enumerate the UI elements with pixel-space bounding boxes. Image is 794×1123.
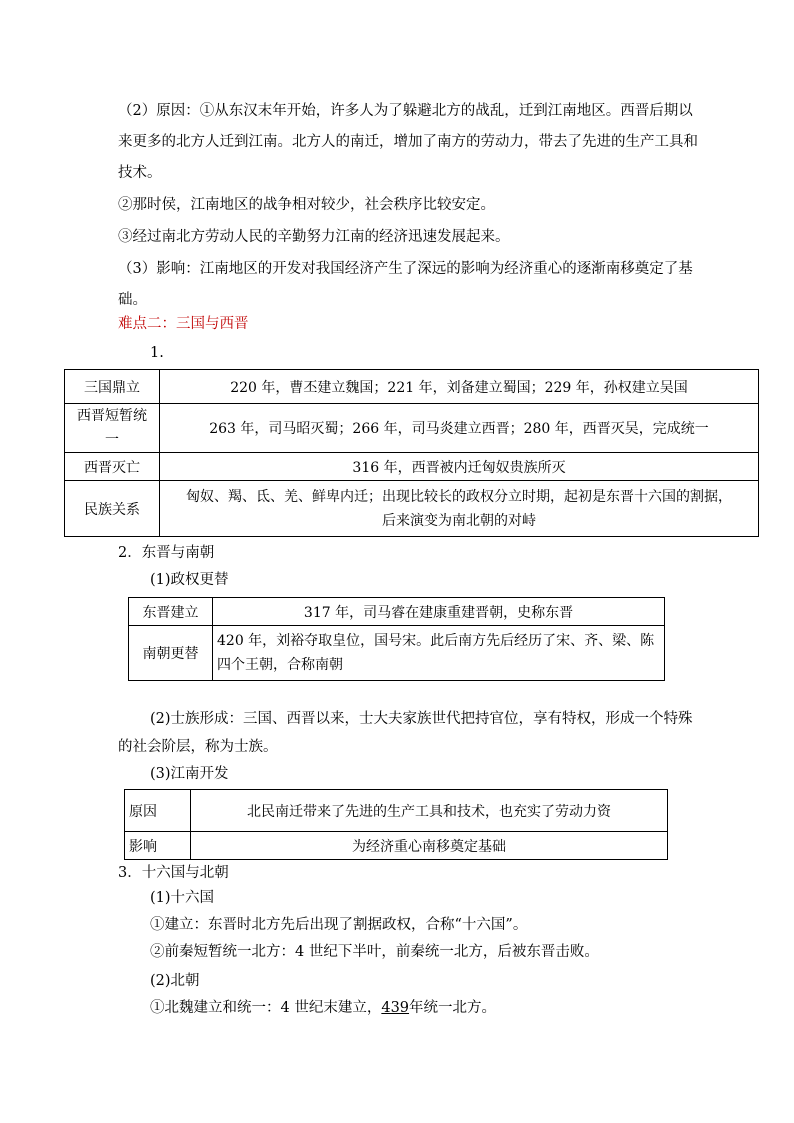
row-label-line: 西晋短暂统 bbox=[77, 408, 147, 424]
impact-line-1: （3）影响：江南地区的开发对我国经济产生了深远的影响为经济重心的逐渐南移奠定了基 bbox=[118, 261, 693, 277]
northern-wei-year: 439 bbox=[381, 1000, 410, 1016]
reason-line-3: 技术。 bbox=[118, 165, 162, 181]
three-kingdoms-table bbox=[64, 369, 759, 537]
row-label: 西晋灭亡 bbox=[65, 453, 160, 481]
impact-line-2: 础。 bbox=[118, 292, 147, 308]
reason-point-2: ②那时侯，江南地区的战争相对较少，社会秩序比较安定。 bbox=[118, 197, 495, 213]
table-row bbox=[65, 370, 759, 404]
reason-line-2: 来更多的北方人迁到江南。北方人的南迁，增加了南方的劳动力，带去了先进的生产工具和 bbox=[118, 134, 698, 150]
gentry-line-2: 的社会阶层，称为士族。 bbox=[118, 739, 278, 755]
row-label: 民族关系 bbox=[65, 481, 160, 537]
item2-sub3: (3)江南开发 bbox=[150, 766, 229, 782]
item3-sub1: (1)十六国 bbox=[150, 890, 215, 906]
row-label: 东晋建立 bbox=[129, 598, 213, 626]
item3-sub2: (2)北朝 bbox=[150, 973, 200, 989]
table-row bbox=[65, 481, 759, 537]
table-row bbox=[65, 453, 759, 481]
row-text: 316 年，西晋被内迁匈奴贵族所灭 bbox=[160, 453, 759, 481]
table-row bbox=[125, 790, 668, 832]
northern-wei-text-c: 年统一北方。 bbox=[409, 1000, 497, 1016]
reason-point-3: ③经过南北方劳动人民的辛勤努力江南的经济迅速发展起来。 bbox=[118, 229, 510, 245]
row-text-line: 四个王朝，合称南朝 bbox=[217, 657, 343, 673]
row-label: 三国鼎立 bbox=[65, 370, 160, 404]
section-title: 难点二：三国与西晋 bbox=[118, 316, 249, 332]
table-row bbox=[65, 404, 759, 453]
row-text bbox=[160, 481, 759, 537]
row-label: 原因 bbox=[125, 790, 191, 832]
table-row bbox=[129, 598, 665, 626]
northern-wei-text-a: ①北魏建立和统一：4 世纪末建立， bbox=[150, 1000, 382, 1016]
item2-sub1: (1)政权更替 bbox=[150, 572, 229, 588]
row-label: 影响 bbox=[125, 832, 191, 860]
row-text-line: 420 年，刘裕夺取皇位，国号宋。此后南方先后经历了宋、齐、梁、陈 bbox=[217, 633, 655, 649]
northern-wei-point bbox=[150, 998, 496, 1018]
row-text: 220 年，曹丕建立魏国；221 年，刘备建立蜀国；229 年，孙权建立吴国 bbox=[160, 370, 759, 404]
item2-label: 2．东晋与南朝 bbox=[118, 545, 215, 561]
table-row bbox=[129, 626, 665, 681]
sixteen-kingdoms-point-2: ②前秦短暂统一北方：4 世纪下半叶，前秦统一北方，后被东晋击败。 bbox=[150, 944, 599, 960]
eastern-jin-table bbox=[128, 597, 665, 681]
row-text: 北民南迁带来了先进的生产工具和技术，也充实了劳动力资 bbox=[191, 790, 668, 832]
item3-label: 3．十六国与北朝 bbox=[118, 865, 229, 881]
item1-label: 1. bbox=[150, 345, 164, 361]
table-row bbox=[125, 832, 668, 860]
row-text-line: 后来演变为南北朝的对峙 bbox=[382, 512, 536, 529]
row-label: 南朝更替 bbox=[129, 626, 213, 681]
row-text: 为经济重心南移奠定基础 bbox=[191, 832, 668, 860]
gentry-line-1: (2)士族形成：三国、西晋以来，士大夫家族世代把持官位，享有特权，形成一个特殊 bbox=[150, 711, 693, 727]
row-label bbox=[65, 404, 160, 453]
row-text: 317 年，司马睿在建康重建晋朝，史称东晋 bbox=[213, 598, 665, 626]
reason-line-1: （2）原因：①从东汉末年开始，许多人为了躲避北方的战乱，迁到江南地区。西晋后期以 bbox=[118, 103, 693, 119]
row-text-line: 匈奴、羯、氐、羌、鲜卑内迁；出现比较长的政权分立时期，起初是东晋十六国的割据， bbox=[186, 488, 732, 505]
jiangnan-table bbox=[124, 789, 668, 860]
sixteen-kingdoms-point-1: ①建立：东晋时北方先后出现了割据政权，合称“十六国”。 bbox=[150, 917, 528, 933]
row-text bbox=[213, 626, 665, 681]
row-text: 263 年，司马昭灭蜀；266 年，司马炎建立西晋；280 年，西晋灭吴，完成统一 bbox=[160, 404, 759, 453]
row-label-line: 一 bbox=[105, 432, 119, 448]
